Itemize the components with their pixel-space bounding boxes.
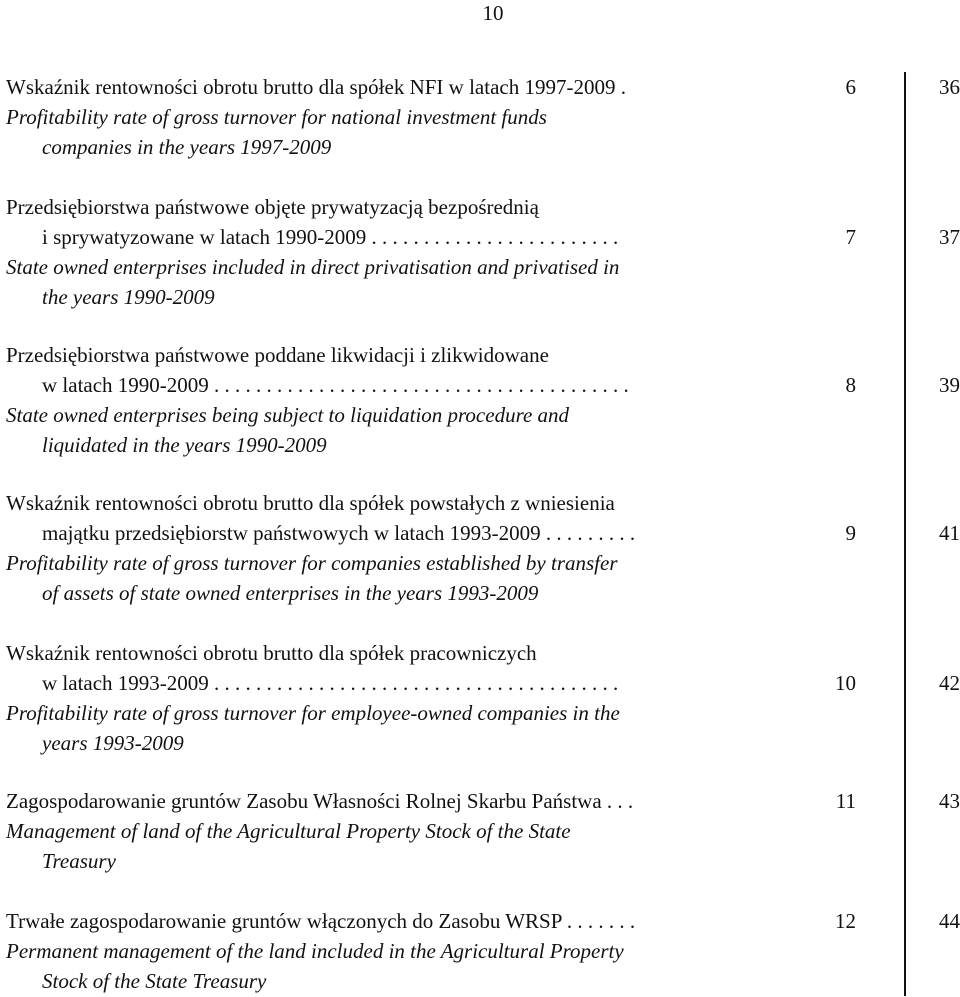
polish-title-line: w latach 1990-2009 . . . . . . . . . . . . . . . . . . . . . . . . . . . . . . . . . . . . . . . . xyxy=(42,373,629,397)
english-title-line: companies in the years 1997-2009 xyxy=(42,135,332,159)
toc-entry xyxy=(6,340,960,460)
english-title-line: the years 1990-2009 xyxy=(42,285,215,309)
page-reference: 41 xyxy=(939,521,960,545)
english-title-line: Management of land of the Agricultural Property Stock of the State xyxy=(6,819,571,843)
page-reference: 37 xyxy=(939,225,960,249)
page-reference: 39 xyxy=(939,373,960,397)
page-reference: 44 xyxy=(939,909,960,933)
table-number: 10 xyxy=(835,671,856,695)
english-title-line: Profitability rate of gross turnover for companies established by transfer xyxy=(6,551,618,575)
page-reference: 43 xyxy=(939,789,960,813)
english-title-line: Treasury xyxy=(42,849,116,873)
polish-title-line: Wskaźnik rentowności obrotu brutto dla spółek pracowniczych xyxy=(6,641,537,665)
english-title-line: State owned enterprises included in direct privatisation and privatised in xyxy=(6,255,620,279)
polish-title-line: Wskaźnik rentowności obrotu brutto dla spółek powstałych z wniesienia xyxy=(6,491,615,515)
polish-title-line: majątku przedsiębiorstw państwowych w latach 1993-2009 . . . . . . . . . xyxy=(42,521,636,545)
polish-title-line: Zagospodarowanie gruntów Zasobu Własności Rolnej Skarbu Państwa . . . xyxy=(6,789,634,813)
toc-entry xyxy=(6,192,960,312)
polish-title-line: w latach 1993-2009 . . . . . . . . . . . . . . . . . . . . . . . . . . . . . . . . . . . . . . . xyxy=(42,671,619,695)
polish-title-line: i sprywatyzowane w latach 1990-2009 . . . . . . . . . . . . . . . . . . . . . . . . xyxy=(42,225,619,249)
table-number: 7 xyxy=(845,225,856,249)
page-reference: 36 xyxy=(939,75,960,99)
english-title-line: Stock of the State Treasury xyxy=(42,969,267,993)
table-number: 9 xyxy=(845,521,856,545)
toc-entry xyxy=(6,638,960,758)
table-number: 8 xyxy=(845,373,856,397)
english-title-line: Profitability rate of gross turnover for employee-owned companies in the xyxy=(6,701,620,725)
table-number: 11 xyxy=(835,789,856,813)
english-title-line: of assets of state owned enterprises in the years 1993-2009 xyxy=(42,581,539,605)
page-reference: 42 xyxy=(939,671,960,695)
table-number: 6 xyxy=(845,75,856,99)
table-number: 12 xyxy=(835,909,856,933)
english-title-line: State owned enterprises being subject to liquidation procedure and xyxy=(6,403,570,427)
polish-title-line: Wskaźnik rentowności obrotu brutto dla spółek NFI w latach 1997-2009 . xyxy=(6,75,626,99)
page-number: 10 xyxy=(482,1,504,25)
english-title-line: years 1993-2009 xyxy=(42,731,184,755)
polish-title-line: Przedsiębiorstwa państwowe objęte prywatyzacją bezpośrednią xyxy=(6,195,539,219)
toc-entry xyxy=(6,488,960,608)
polish-title-line: Trwałe zagospodarowanie gruntów włączonych do Zasobu WRSP . . . . . . . xyxy=(6,909,636,933)
english-title-line: Profitability rate of gross turnover for national investment funds xyxy=(6,105,547,129)
english-title-line: liquidated in the years 1990-2009 xyxy=(42,433,327,457)
english-title-line: Permanent management of the land included in the Agricultural Property xyxy=(6,939,624,963)
polish-title-line: Przedsiębiorstwa państwowe poddane likwidacji i zlikwidowane xyxy=(6,343,549,367)
